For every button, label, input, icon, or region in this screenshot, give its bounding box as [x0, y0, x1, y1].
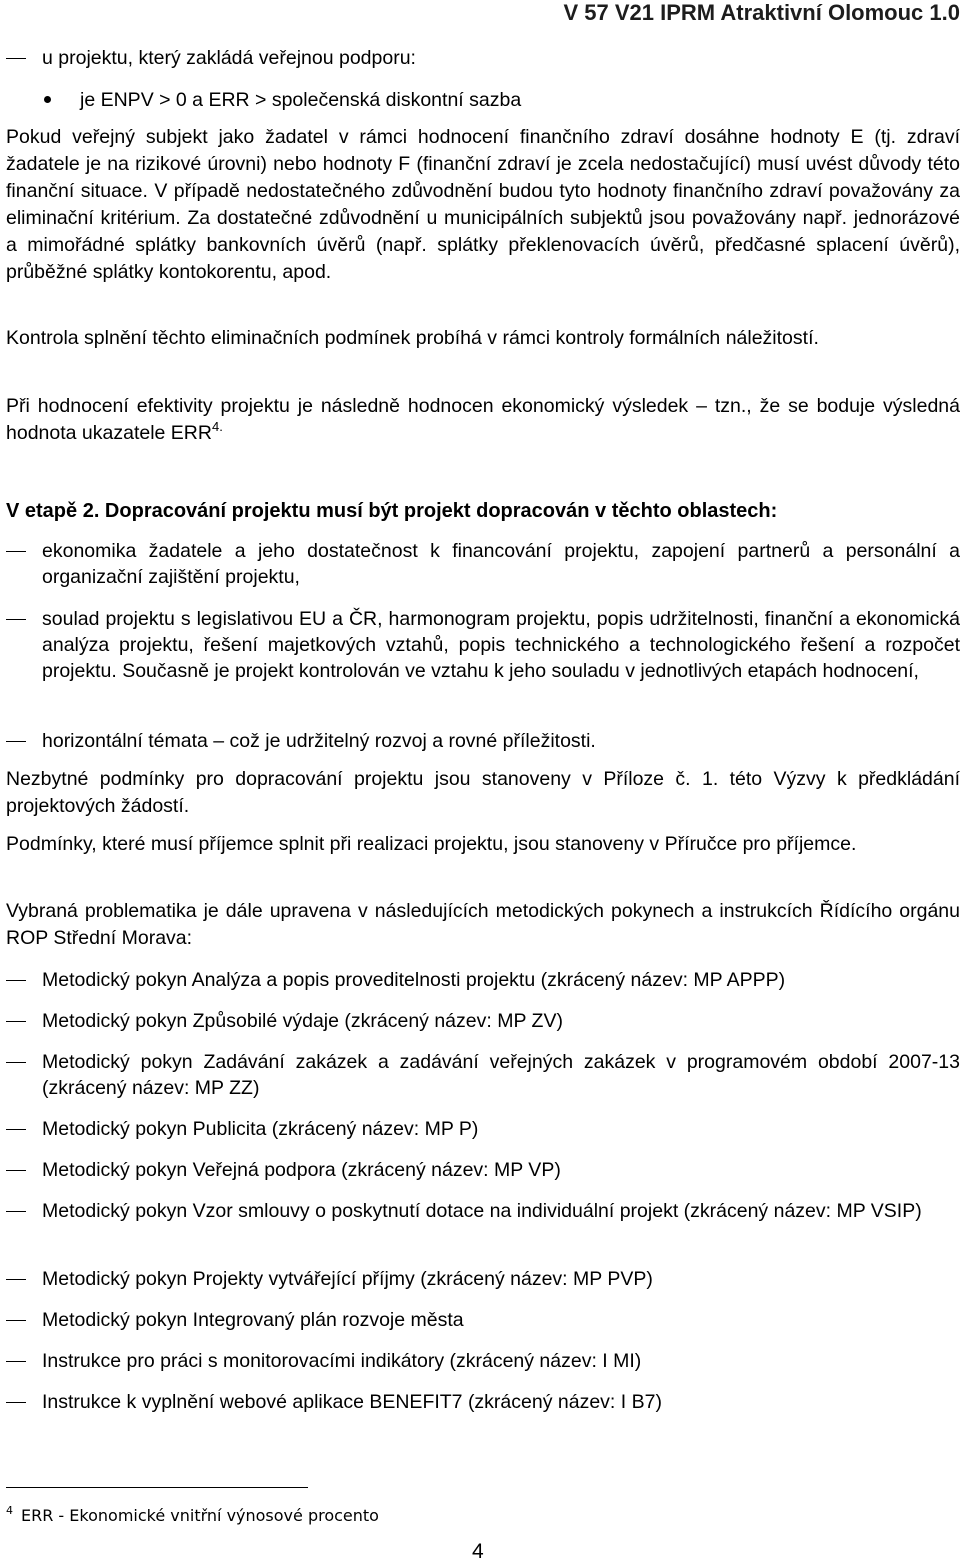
dash-bullet — [6, 619, 26, 620]
guideline-item: Metodický pokyn Zadávání zakázek a zadávání veřejných zakázek v programovém období 2007-13 (zkrácený název: MP ZZ) — [42, 1051, 960, 1099]
paragraph-recipient-conditions: Podmínky, které musí příjemce splnit při realizaci projektu, jsou stanoveny v Příručce pro příjemce. — [6, 833, 857, 855]
stage2-heading: V etapě 2. Dopracování projektu musí být projekt dopracován v těchto oblastech: — [6, 500, 778, 522]
dash-bullet — [6, 1062, 26, 1063]
paragraph-elimination-control: Kontrola splnění těchto eliminačních podmínek probíhá v rámci kontroly formálních náležitostí. — [6, 327, 819, 349]
footnote-text: ERR - Ekonomické vnitřní výnosové procento — [21, 1506, 379, 1525]
dash-bullet — [6, 741, 26, 742]
dash-bullet — [6, 1170, 26, 1171]
stage2-item: ekonomika žadatele a jeho dostatečnost k financování projektu, zapojení partnerů a personální a organizační zajištění projektu, — [42, 540, 960, 588]
list-item-enpv: je ENPV > 0 a ERR > společenská diskontní sazba — [80, 89, 522, 111]
dash-bullet — [6, 58, 26, 59]
paragraph-efficiency-text: Při hodnocení efektivity projektu je následně hodnocen ekonomický výsledek – tzn., že se boduje výsledná hodnota ukazatele ERR — [6, 395, 960, 444]
stage2-item: horizontální témata – což je udržitelný rozvoj a rovné příležitosti. — [42, 730, 596, 752]
dash-bullet — [6, 1402, 26, 1403]
guideline-item: Instrukce k vyplnění webové aplikace BENEFIT7 (zkrácený název: I B7) — [42, 1391, 662, 1413]
dash-bullet — [6, 1129, 26, 1130]
footnote-number: 4 — [6, 1504, 13, 1517]
list-item-state-aid: u projektu, který zakládá veřejnou podporu: — [42, 47, 416, 69]
dash-bullet — [6, 1279, 26, 1280]
footnote-reference: 4. — [211, 419, 223, 434]
dash-bullet — [6, 1320, 26, 1321]
guideline-item: Metodický pokyn Analýza a popis proveditelnosti projektu (zkrácený název: MP APPP) — [42, 969, 786, 991]
guideline-item: Metodický pokyn Projekty vytvářející příjmy (zkrácený název: MP PVP) — [42, 1268, 653, 1290]
footnote-separator — [6, 1487, 308, 1488]
guideline-item: Metodický pokyn Integrovaný plán rozvoje města — [42, 1309, 464, 1331]
paragraph-efficiency-evaluation — [6, 393, 960, 447]
guideline-item: Metodický pokyn Způsobilé výdaje (zkrácený název: MP ZV) — [42, 1010, 563, 1032]
document-header-title: V 57 V21 IPRM Atraktivní Olomouc 1.0 — [563, 0, 960, 25]
dash-bullet — [6, 1211, 26, 1212]
dash-bullet — [6, 1361, 26, 1362]
page-number: 4 — [472, 1540, 484, 1563]
guideline-item: Metodický pokyn Vzor smlouvy o poskytnutí dotace na individuální projekt (zkrácený název: MP VSIP) — [42, 1200, 922, 1222]
dash-bullet — [6, 551, 26, 552]
stage2-item: soulad projektu s legislativou EU a ČR, harmonogram projektu, popis udržitelnosti, finanční a ekonomická analýza projektu, řešení majetkových vztahů, popis technického a technologického řešení a rozpočet projektu. Současně je projekt kontrolován ve vztahu k jeho souladu v jednotlivých etapách hodnocení, — [42, 608, 960, 682]
guideline-item: Instrukce pro práci s monitorovacími indikátory (zkrácený název: I MI) — [42, 1350, 642, 1372]
footnote — [6, 1500, 379, 1527]
paragraph-guidelines-intro: Vybraná problematika je dále upravena v následujících metodických pokynech a instrukcích Řídícího orgánu ROP Střední Morava: — [6, 900, 960, 949]
dash-bullet — [6, 980, 26, 981]
paragraph-financial-health: Pokud veřejný subjekt jako žadatel v rámci hodnocení finančního zdraví dosáhne hodnoty E (tj. zdraví žadatele je na rizikové úrovni) nebo hodnoty F (finanční zdraví je zcela nedostačující) musí uvést důvody této finanční situace. V případě nedostatečného zdůvodnění budou tyto hodnoty finančního zdraví považovány za eliminační kritérium. Za dostatečné zdůvodnění u municipálních subjektů jsou považovány např. jednorázové a mimořádné splátky bankovních úvěrů (např. splátky překlenovacích úvěrů, předčasné splacení úvěrů), průběžné splátky kontokorentu, apod. — [6, 126, 960, 283]
dash-bullet — [6, 1021, 26, 1022]
paragraph-conditions: Nezbytné podmínky pro dopracování projektu jsou stanoveny v Příloze č. 1. této Výzvy k předkládání projektových žádostí. — [6, 768, 960, 817]
round-bullet — [44, 96, 51, 103]
guideline-item: Metodický pokyn Publicita (zkrácený název: MP P) — [42, 1118, 479, 1140]
guideline-item: Metodický pokyn Veřejná podpora (zkrácený název: MP VP) — [42, 1159, 561, 1181]
